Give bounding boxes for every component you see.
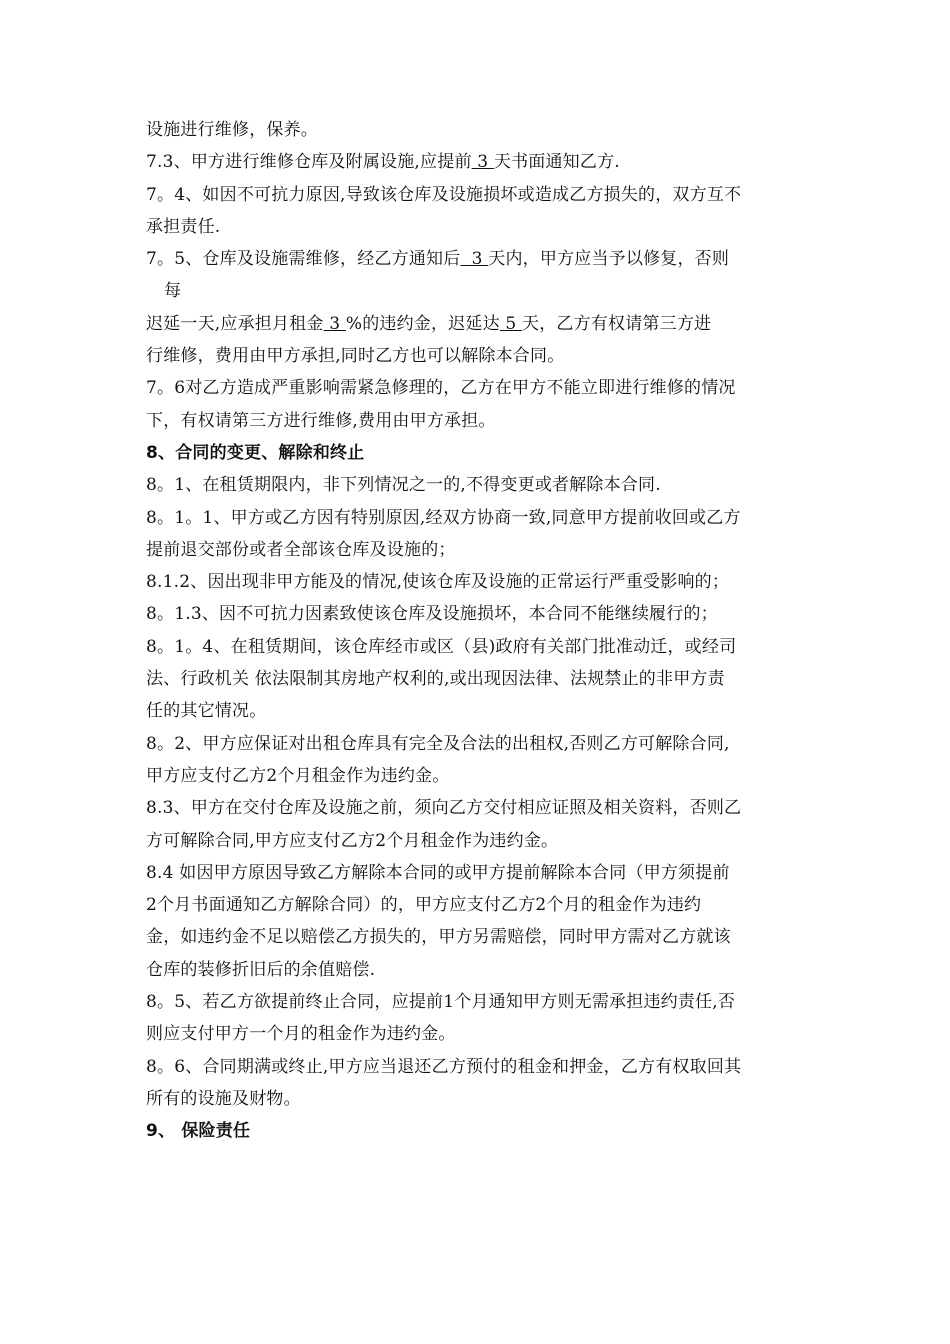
text-line: 金，如违约金不足以赔偿乙方损失的，甲方另需赔偿，同时甲方需对乙方就该 — [146, 927, 731, 948]
text-line: 8。2、甲方应保证对出租仓库具有完全及合法的出租权,否则乙方可解除合同, — [146, 733, 730, 754]
text-line: 所有的设施及财物。 — [146, 1088, 301, 1109]
fill-blank: 5 — [499, 313, 523, 334]
fill-blank: 3 — [323, 313, 346, 334]
text-line: 8。6、合同期满或终止,甲方应当退还乙方预付的租金和押金，乙方有权取回其 — [146, 1056, 742, 1077]
text-line: 8.1.2、因出现非甲方能及的情况,使该仓库及设施的正常运行严重受影响的； — [146, 572, 730, 593]
text-line: 甲方应支付乙方2个月租金作为违约金。 — [146, 765, 450, 786]
fill-blank: 3 — [471, 152, 494, 173]
text-line: 8.3、甲方在交付仓库及设施之前，须向乙方交付相应证照及相关资料，否则乙 — [146, 798, 742, 819]
contract-text — [146, 114, 826, 1148]
text-line: 承担责任. — [146, 216, 221, 237]
text-line: 8。1.3、因不可抗力因素致使该仓库及设施损坏，本合同不能继续履行的； — [146, 604, 718, 625]
text-line: 7。6对乙方造成严重影响需紧急修理的，乙方在甲方不能立即进行维修的情况 — [146, 378, 736, 399]
text-line: 2个月书面通知乙方解除合同）的，甲方应支付乙方2个月的租金作为违约 — [146, 895, 702, 916]
section-heading-8: 8、合同的变更、解除和终止 — [146, 442, 365, 463]
text-line: 7。4、如因不可抗力原因,导致该仓库及设施损坏或造成乙方损失的，双方互不 — [146, 184, 742, 205]
line-text: 迟延一天,应承担月租金 — [146, 313, 324, 334]
text-line: 每 — [164, 281, 182, 302]
text-line: 8。5、若乙方欲提前终止合同，应提前1个月通知甲方则无需承担违约责任,否 — [146, 992, 736, 1013]
text-line-7-5 — [146, 243, 826, 275]
line-text: %的违约金，迟延达 — [345, 313, 500, 334]
line-text: 天内，甲方应当予以修复，否则 — [488, 249, 730, 270]
text-line: 提前退交部份或者全部该仓库及设施的； — [146, 539, 456, 560]
text-line: 8.4 如因甲方原因导致乙方解除本合同的或甲方提前解除本合同（甲方须提前 — [146, 862, 730, 883]
text-line: 8。1。1、甲方或乙方因有特别原因,经双方协商一致,同意甲方提前收回或乙方 — [146, 507, 741, 528]
text-line: 任的其它情况。 — [146, 701, 267, 722]
line-text: 天，乙方有权请第三方进 — [522, 313, 712, 334]
section-heading-9: 9、 保险责任 — [146, 1121, 251, 1142]
text-line: 则应支付甲方一个月的租金作为违约金。 — [146, 1024, 456, 1045]
text-line: 下，有权请第三方进行维修,费用由甲方承担。 — [146, 410, 496, 431]
text-line: 法、行政机关 依法限制其房地产权利的,或出现因法律、法规禁止的非甲方责 — [146, 669, 725, 690]
line-text: 7.3、甲方进行维修仓库及附属设施,应提前 — [146, 152, 472, 173]
fill-blank: 3 — [460, 249, 489, 270]
text-line-penalty — [146, 308, 826, 340]
line-text: 天书面通知乙方. — [493, 152, 620, 173]
text-line: 8。1、在租赁期限内，非下列情况之一的,不得变更或者解除本合同. — [146, 475, 661, 496]
text-line: 仓库的装修折旧后的余值赔偿. — [146, 959, 376, 980]
text-line: 行维修，费用由甲方承担,同时乙方也可以解除本合同。 — [146, 346, 565, 367]
text-line-7-3 — [146, 146, 826, 178]
text-line: 8。1。4、在租赁期间，该仓库经市或区（县)政府有关部门批准动迁，或经司 — [146, 636, 737, 657]
text-line: 方可解除合同,甲方应支付乙方2个月租金作为违约金。 — [146, 830, 559, 851]
line-text: 7。5、仓库及设施需维修，经乙方通知后 — [146, 249, 461, 270]
text-line: 设施进行维修，保养。 — [146, 120, 318, 140]
